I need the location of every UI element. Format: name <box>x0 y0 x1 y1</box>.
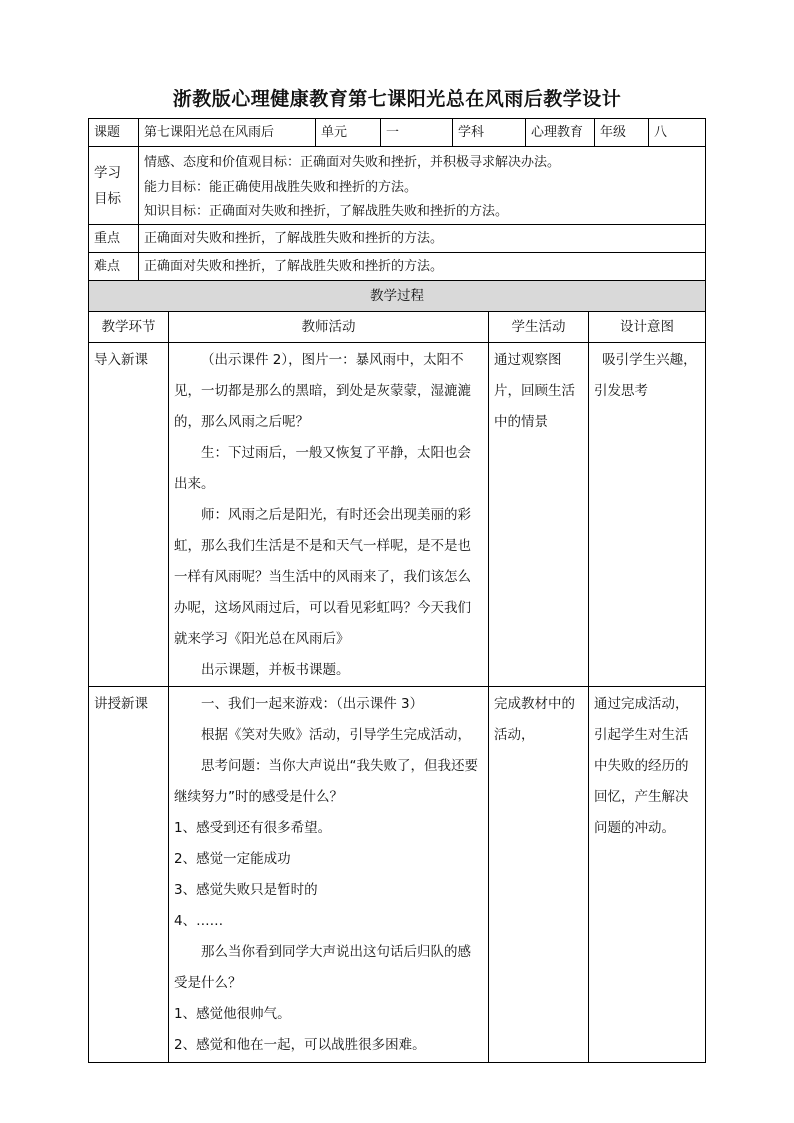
teacher-intro-para-3: 师：风雨之后是阳光，有时还会出现美丽的彩虹，那么我们生活是不是和天气一样呢，是不是也一样有风雨呢？当生活中的风雨来了，我们该怎么办呢，这场风雨过后，可以看见彩虹吗？今天我们就来学习《阳光总在风雨后》 <box>174 507 471 647</box>
objective-knowledge: 知识目标：正确面对失败和挫折，了解战胜失败和挫折的方法。 <box>144 204 509 219</box>
column-student: 学生活动 <box>488 311 589 343</box>
teacher-lecture-para-4: 那么当你看到同学大声说出这句话后归队的感受是什么？ <box>174 944 471 991</box>
column-intent: 设计意图 <box>588 311 706 343</box>
document-title: 浙教版心理健康教育第七课阳光总在风雨后教学设计 <box>172 88 622 110</box>
teacher-activity-intro <box>168 342 489 687</box>
teacher-lecture-item-4: 4、…… <box>174 913 224 929</box>
teacher-lecture-para-3: 思考问题：当你大声说出“我失败了，但我还要继续努力”时的感受是什么？ <box>174 758 478 805</box>
stage-intro: 导入新课 <box>88 342 169 687</box>
teacher-lecture-para-1: 一、我们一起来游戏：（出示课件 3） <box>201 696 424 712</box>
stage-lecture: 讲授新课 <box>88 686 169 1063</box>
teacher-lecture-item-5: 1、感觉他很帅气。 <box>174 1006 291 1022</box>
objective-ability: 能力目标：能正确使用战胜失败和挫折的方法。 <box>144 179 418 195</box>
teacher-intro-para-4: 出示课题，并板书课题。 <box>201 662 350 678</box>
teacher-lecture-para-2: 根据《笑对失败》活动，引导学生完成活动， <box>201 727 471 743</box>
subject-label: 学科 <box>452 118 526 147</box>
key-point-value: 正确面对失败和挫折，了解战胜失败和挫折的方法。 <box>138 224 706 253</box>
objectives-label: 学习目标 <box>88 146 139 225</box>
teacher-lecture-item-1: 1、感受到还有很多希望。 <box>174 820 332 836</box>
key-point-label: 重点 <box>88 224 139 253</box>
grade-label: 年级 <box>594 118 649 147</box>
unit-label: 单元 <box>315 118 381 147</box>
unit-value: 一 <box>380 118 453 147</box>
teacher-lecture-item-3: 3、感觉失败只是暂时的 <box>174 882 318 898</box>
objective-affective: 情感、态度和价值观目标：正确面对失败和挫折，并积极寻求解决办法。 <box>144 155 561 170</box>
grade-value: 八 <box>648 118 706 147</box>
teacher-lecture-item-2: 2、感觉一定能成功 <box>174 851 291 867</box>
intent-intro: 吸引学生兴趣，引发思考 <box>588 342 706 687</box>
teacher-lecture-item-6: 2、感觉和他在一起，可以战胜很多困难。 <box>174 1037 426 1053</box>
teacher-activity-lecture <box>168 686 489 1063</box>
student-activity-intro: 通过观察图片，回顾生活中的情景 <box>488 342 589 687</box>
process-header: 教学过程 <box>88 280 706 312</box>
difficulty-value: 正确面对失败和挫折，了解战胜失败和挫折的方法。 <box>138 252 706 281</box>
column-teacher: 教师活动 <box>168 311 489 343</box>
difficulty-label: 难点 <box>88 252 139 281</box>
column-stage: 教学环节 <box>88 311 169 343</box>
teacher-intro-para-2: 生：下过雨后，一般又恢复了平静，太阳也会出来。 <box>174 445 471 492</box>
objectives-content <box>138 146 706 225</box>
teacher-intro-para-1: （出示课件 2），图片一：暴风雨中，太阳不见，一切都是那么的黑暗，到处是灰蒙蒙，湿漉漉的，那么风雨之后呢？ <box>174 352 471 430</box>
intent-lecture: 通过完成活动，引起学生对生活中失败的经历的回忆，产生解决问题的冲动。 <box>588 686 706 1063</box>
course-value: 第七课阳光总在风雨后 <box>138 118 316 147</box>
subject-value: 心理教育 <box>525 118 595 147</box>
student-activity-lecture: 完成教材中的活动， <box>488 686 589 1063</box>
course-label: 课题 <box>88 118 139 147</box>
